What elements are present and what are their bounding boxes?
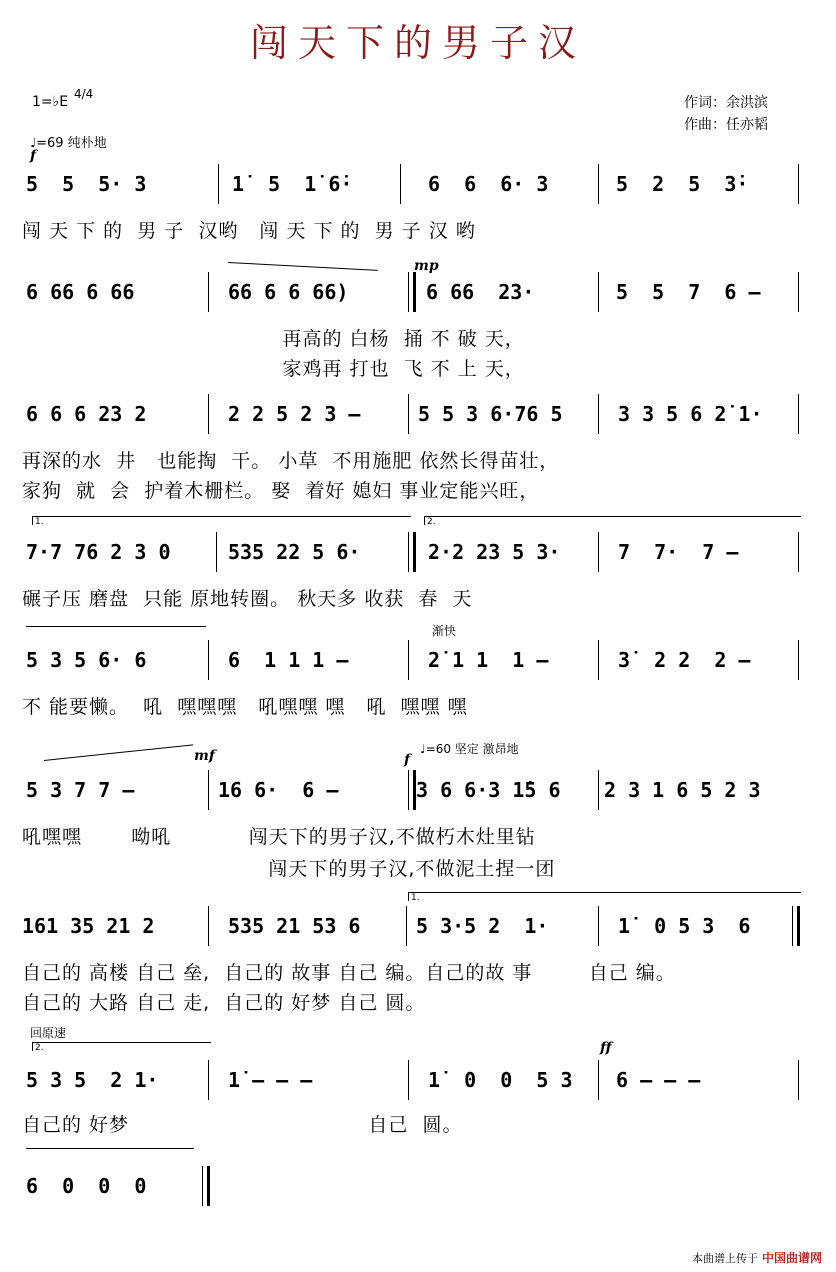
time-signature: 4/4 <box>74 87 94 101</box>
tempo-accelerando: 渐快 <box>432 624 457 638</box>
barline <box>208 770 209 810</box>
phrase-line <box>26 626 206 627</box>
lyricist: 作词：余洪滨 <box>684 95 768 111</box>
measure: 1̇ – – – <box>228 1068 313 1092</box>
measure: 161 35 21 2 <box>22 914 155 938</box>
measure: 3 3 5 6 2̇ 1· <box>618 402 763 426</box>
measure: 6 0 0 0 <box>26 1174 147 1198</box>
composer: 作曲：任亦韬 <box>684 117 768 133</box>
barline <box>798 640 799 680</box>
key-signature: 1=♭E <box>32 94 69 110</box>
barline <box>598 640 599 680</box>
score-row-9 <box>22 1166 812 1206</box>
dynamic-mp: mp <box>414 258 439 274</box>
barline <box>598 272 599 312</box>
score-row-5 <box>22 640 812 680</box>
barline <box>406 906 407 946</box>
dynamic-mf: mf <box>194 748 215 764</box>
barline <box>798 394 799 434</box>
barline <box>216 532 217 572</box>
barline <box>208 272 209 312</box>
score-row-2 <box>22 272 812 312</box>
barline <box>208 1060 209 1100</box>
barline <box>408 640 409 680</box>
tempo-marking-2: ♩=60 坚定 激昂地 <box>420 742 519 756</box>
footer-text: 本曲谱上传于 <box>691 1251 758 1265</box>
barline <box>208 906 209 946</box>
crescendo-hairpin <box>44 744 193 761</box>
score-row-8 <box>22 1060 812 1100</box>
tempo-restore: 回原速 <box>30 1026 67 1040</box>
dynamic-ff: ff <box>600 1040 612 1056</box>
measure: 66 6 6 66) <box>228 280 349 304</box>
score-row-1 <box>22 164 812 204</box>
site-logo[interactable]: 中国曲谱网 <box>761 1251 822 1265</box>
measure: 6 1 1 1 – <box>228 648 349 672</box>
measure: 16 6· 6 – <box>218 778 339 802</box>
measure: 5 5 5· 3 <box>26 172 147 196</box>
lyric-line: 自己的 大路 自己 走, 自己的 好梦 自己 圆。 <box>22 992 426 1014</box>
measure: 5 5 3 6·76 5 <box>418 402 563 426</box>
measure: 7·7 76 2 3 0 <box>26 540 171 564</box>
lyric-line: 闯天下的男子汉,不做泥土捏一团 <box>22 858 556 880</box>
volta-2: 2. <box>424 516 801 525</box>
measure: 535 21 53 6 <box>228 914 361 938</box>
barline <box>598 164 599 204</box>
barline <box>598 770 599 810</box>
measure: 2 3 1 6 5 2 3 <box>604 778 761 802</box>
score-row-3 <box>22 394 812 434</box>
lyric-line: 吼嘿嘿 呦吼 闯天下的男子汉,不做朽木灶里钻 <box>22 826 536 848</box>
barline <box>598 394 599 434</box>
barline <box>408 394 409 434</box>
lyric-line: 家狗 就 会 护着木栅栏。 娶 着好 媳妇 事业定能兴旺， <box>22 480 540 502</box>
barline <box>598 1060 599 1100</box>
barline <box>798 164 799 204</box>
barline <box>408 1060 409 1100</box>
lyric-line: 自己的 好梦 自己 圆。 <box>22 1114 463 1136</box>
measure: 1̇ 5 1̇ 6̇· <box>232 172 353 196</box>
decrescendo-hairpin <box>228 262 378 271</box>
barline <box>218 164 219 204</box>
measure: 5 3 5 6· 6 <box>26 648 147 672</box>
measure: 2·2 23 5 3· <box>428 540 561 564</box>
volta-1b: 1. <box>408 892 801 901</box>
measure: 535 22 5 6· <box>228 540 361 564</box>
measure: 7 7· 7 – <box>618 540 739 564</box>
measure: 5 3 7 7 – <box>26 778 135 802</box>
barline <box>208 394 209 434</box>
dynamic-f: f <box>30 148 37 164</box>
page-title: 闯天下的男子汉 <box>249 21 586 65</box>
dynamic-f: f <box>404 752 411 768</box>
repeat-start-barline <box>408 272 416 312</box>
measure: 5 3 5 2 1· <box>26 1068 159 1092</box>
lyric-line: 再高的 白杨 捅 不 破 天， <box>22 328 525 350</box>
measure: 2 2 5 2 3 – <box>228 402 361 426</box>
volta-1: 1. <box>32 516 411 525</box>
lyric-line: 不 能要懒。 吼 嘿嘿嘿 吼嘿嘿 嘿 吼 嘿嘿 嘿 <box>22 696 468 718</box>
volta-2b: 2. <box>32 1042 211 1051</box>
measure: 3̇ 2 2 2 – <box>618 648 751 672</box>
barline <box>400 164 401 204</box>
measure: 5 2 5 3̇· <box>616 172 749 196</box>
final-barline <box>202 1166 210 1206</box>
score-row-7 <box>22 906 812 946</box>
score-row-4 <box>22 532 812 572</box>
lyric-line: 碾子压 磨盘 只能 原地转圈。 秋天多 收获 春 天 <box>22 588 473 610</box>
measure: 6 6 6· 3 <box>428 172 549 196</box>
barline <box>798 532 799 572</box>
measure: 6 66 6 66 <box>26 280 135 304</box>
measure: 6 66 23· <box>426 280 535 304</box>
tempo-marking: ♩=69 纯朴地 <box>30 136 107 151</box>
measure: 1̇ 0 5 3 6 <box>618 914 751 938</box>
measure: 5 3·5 2 1· <box>416 914 549 938</box>
barline <box>598 906 599 946</box>
measure: 6 6 6 23 2 <box>26 402 147 426</box>
lyric-line: 家鸡再 打也 飞 不 上 天， <box>22 358 525 380</box>
lyric-line: 再深的水 井 也能掏 干。 小草 不用施肥 依然长得苗壮， <box>22 450 560 472</box>
score-row-6 <box>22 770 812 810</box>
repeat-end-barline <box>408 532 416 572</box>
measure: 5 5 7 6 – <box>616 280 761 304</box>
barline <box>208 640 209 680</box>
footer <box>692 1249 822 1266</box>
barline <box>798 272 799 312</box>
double-barline <box>408 770 416 810</box>
phrase-line <box>26 1148 194 1149</box>
barline <box>798 1060 799 1100</box>
measure: 3 6 6·3 1̇5 6 <box>416 778 561 802</box>
barline <box>598 532 599 572</box>
lyric-line: 自己的 高楼 自己 垒, 自己的 故事 自己 编。自己的故 事 自己 编。 <box>22 962 676 984</box>
lyric-line: 闯 天 下 的 男 子 汉哟 闯 天 下 的 男 子 汉 哟 <box>22 220 476 242</box>
measure: 1̇ 0 0 5 3 <box>428 1068 573 1092</box>
measure: 2̇ 1 1 1 – <box>428 648 549 672</box>
repeat-end-barline <box>792 906 800 946</box>
measure: 6 – – – <box>616 1068 701 1092</box>
